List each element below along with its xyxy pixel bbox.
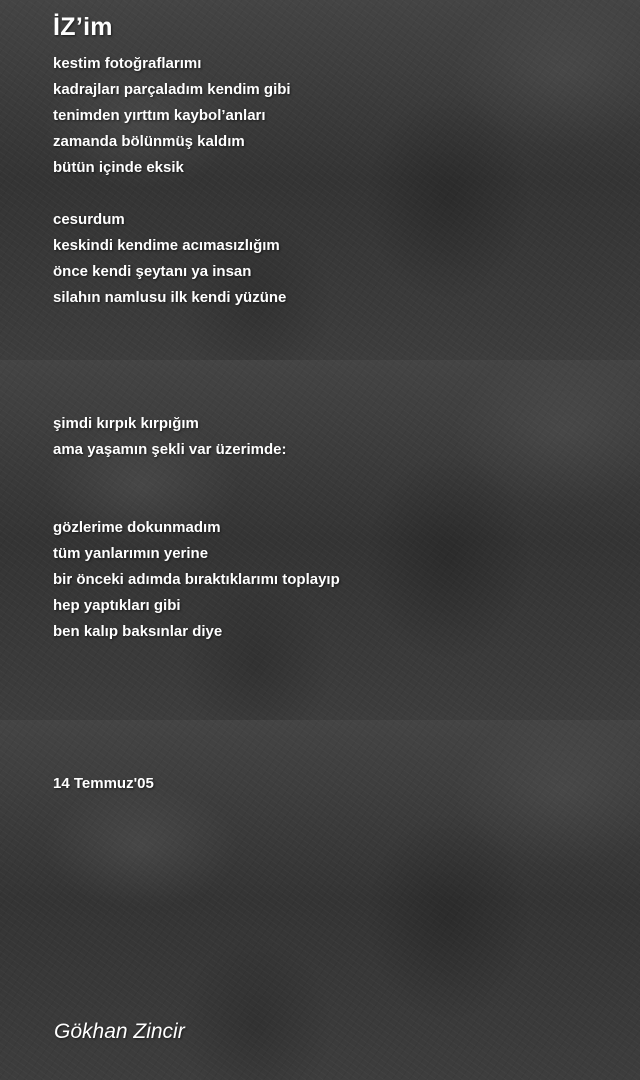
- poem-line: tenimden yırttım kaybol’anları: [53, 107, 266, 124]
- stanza-4: [53, 515, 340, 645]
- poem-line: ben kalıp baksınlar diye: [53, 623, 223, 640]
- poem-line: keskindi kendime acımasızlığım: [53, 237, 280, 254]
- poem-line: gözlerime dokunmadım: [53, 519, 221, 536]
- poem-line: kadrajları parçaladım kendim gibi: [53, 81, 291, 98]
- poem-line: önce kendi şeytanı ya insan: [53, 263, 252, 280]
- poem-line: ama yaşamın şekli var üzerimde:: [53, 441, 287, 458]
- stanza-3: [53, 411, 286, 463]
- poem-line: kestim fotoğraflarımı: [53, 55, 202, 72]
- poem-line: cesurdum: [53, 211, 125, 228]
- poem-line: bütün içinde eksik: [53, 159, 184, 176]
- poem-line: bir önceki adımda bıraktıklarımı toplayıp: [53, 571, 340, 588]
- poem-author: Gökhan Zincir: [54, 1020, 185, 1043]
- poem-title: İZ’im: [53, 13, 113, 41]
- poem-line: şimdi kırpık kırpığım: [53, 415, 199, 432]
- poem-line: silahın namlusu ilk kendi yüzüne: [53, 289, 287, 306]
- poem-line: hep yaptıkları gibi: [53, 597, 181, 614]
- poem-line: tüm yanlarımın yerine: [53, 545, 209, 562]
- stanza-2: [53, 207, 286, 311]
- poem-date: 14 Temmuz'05: [53, 775, 154, 792]
- poem-line: zamanda bölünmüş kaldım: [53, 133, 245, 150]
- stanza-1: [53, 51, 291, 181]
